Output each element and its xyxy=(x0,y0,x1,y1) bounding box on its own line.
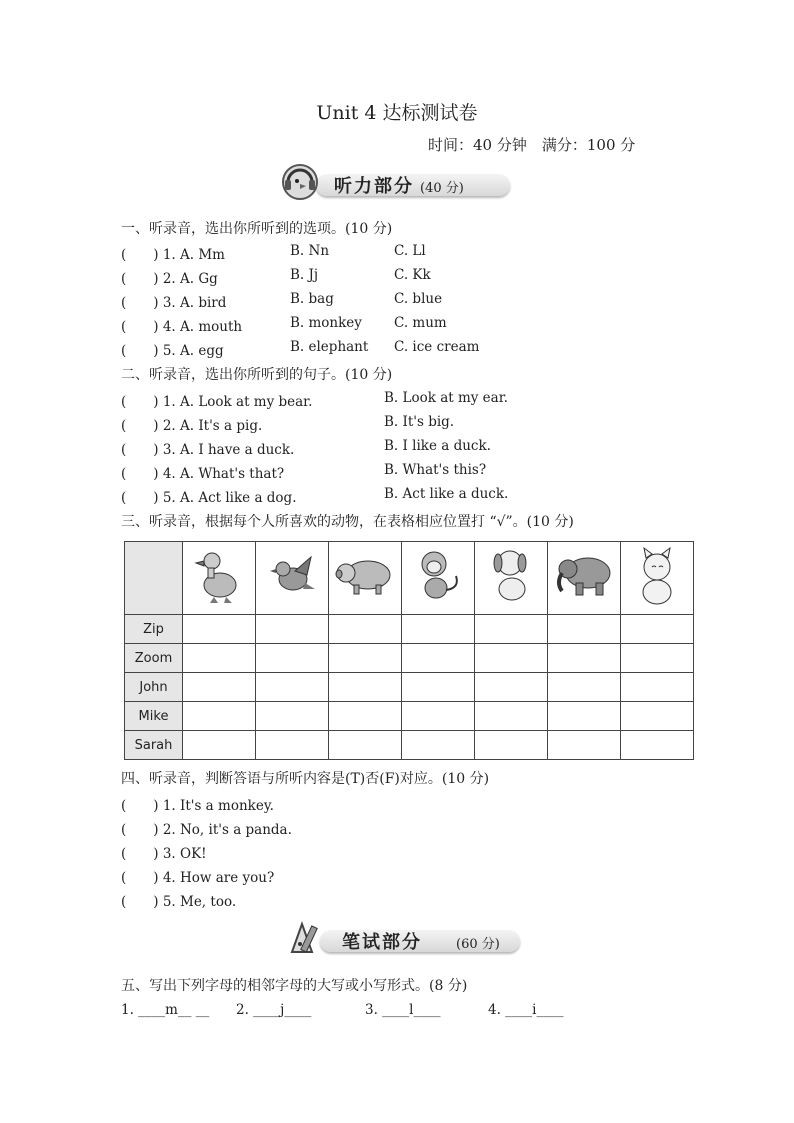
table-corner xyxy=(125,542,183,615)
q1-option-a: ( ) 3. A. bird xyxy=(121,295,227,311)
pig-icon xyxy=(329,542,402,615)
q2-option-b: B. It's big. xyxy=(384,414,455,430)
q2-option-a: ( ) 5. A. Act like a dog. xyxy=(121,490,297,506)
q2-option-a: ( ) 2. A. It's a pig. xyxy=(121,418,263,434)
row-name: Sarah xyxy=(125,731,183,760)
exam-meta: 时间：40 分钟 满分：100 分 xyxy=(428,136,636,154)
q1-option-a: ( ) 2. A. Gg xyxy=(121,271,218,287)
q4-heading: 四、听录音，判断答语与所听内容是(T)否(F)对应。(10 分) xyxy=(121,771,490,787)
elephant-icon xyxy=(548,542,621,615)
row-name: Zoom xyxy=(125,644,183,673)
q1-option-b: B. monkey xyxy=(290,315,362,331)
q1-option-b: B. Jj xyxy=(290,267,319,283)
writing-points: (60 分) xyxy=(456,937,500,952)
dog-icon xyxy=(475,542,548,615)
q1-option-c: C. mum xyxy=(394,315,447,331)
q1-option-c: C. blue xyxy=(394,291,443,307)
q4-item: ( ) 4. How are you? xyxy=(121,870,275,886)
monkey-icon xyxy=(402,542,475,615)
q1-option-c: C. ice cream xyxy=(394,339,480,355)
q2-option-b: B. Look at my ear. xyxy=(384,390,508,406)
row-name: Zip xyxy=(125,615,183,644)
q2-option-a: ( ) 3. A. I have a duck. xyxy=(121,442,295,458)
q4-item: ( ) 1. It's a monkey. xyxy=(121,798,274,814)
q1-option-c: C. Ll xyxy=(394,243,426,259)
q5-item: 4. ____i____ xyxy=(488,1002,564,1018)
listening-label: 听力部分 xyxy=(334,176,414,197)
q4-item: ( ) 5. Me, too. xyxy=(121,894,237,910)
q1-option-b: B. elephant xyxy=(290,339,369,355)
q2-option-b: B. Act like a duck. xyxy=(384,486,509,502)
row-name: John xyxy=(125,673,183,702)
q1-option-a: ( ) 4. A. mouth xyxy=(121,319,243,335)
q2-option-a: ( ) 1. A. Look at my bear. xyxy=(121,394,313,410)
q2-heading: 二、听录音，选出你所听到的句子。(10 分) xyxy=(121,367,393,383)
q2-option-b: B. I like a duck. xyxy=(384,438,491,454)
listening-points: (40 分) xyxy=(420,181,464,196)
q1-option-a: ( ) 5. A. egg xyxy=(121,343,224,359)
bird-icon xyxy=(256,542,329,615)
q2-option-a: ( ) 4. A. What's that? xyxy=(121,466,285,482)
writing-banner xyxy=(284,924,520,954)
q2-option-b: B. What's this? xyxy=(384,462,487,478)
q3-heading: 三、听录音，根据每个人所喜欢的动物，在表格相应位置打 “√”。(10 分) xyxy=(121,514,574,530)
page-title: Unit 4 达标测试卷 xyxy=(316,102,478,124)
q1-option-b: B. bag xyxy=(290,291,334,307)
q5-item: 3. ____l____ xyxy=(365,1002,441,1018)
q1-heading: 一、听录音，选出你所听到的选项。(10 分) xyxy=(121,221,393,237)
writing-label: 笔试部分 xyxy=(342,932,422,953)
q5-heading: 五、写出下列字母的相邻字母的大写或小写形式。(8 分) xyxy=(121,978,468,994)
q5-item: 2. ____j____ xyxy=(236,1002,312,1018)
q4-item: ( ) 2. No, it's a panda. xyxy=(121,822,292,838)
q1-option-a: ( ) 1. A. Mm xyxy=(121,247,225,263)
row-name: Mike xyxy=(125,702,183,731)
headphone-parrot-icon xyxy=(280,162,320,202)
listening-banner xyxy=(280,168,510,198)
pencil-ruler-icon xyxy=(284,918,324,958)
q4-item: ( ) 3. OK! xyxy=(121,846,207,862)
cat-icon xyxy=(621,542,694,615)
duck-icon xyxy=(183,542,256,615)
q5-item: 1. ____m__ __ xyxy=(121,1002,210,1018)
animal-table xyxy=(124,541,694,760)
q1-option-c: C. Kk xyxy=(394,267,431,283)
q1-option-b: B. Nn xyxy=(290,243,330,259)
